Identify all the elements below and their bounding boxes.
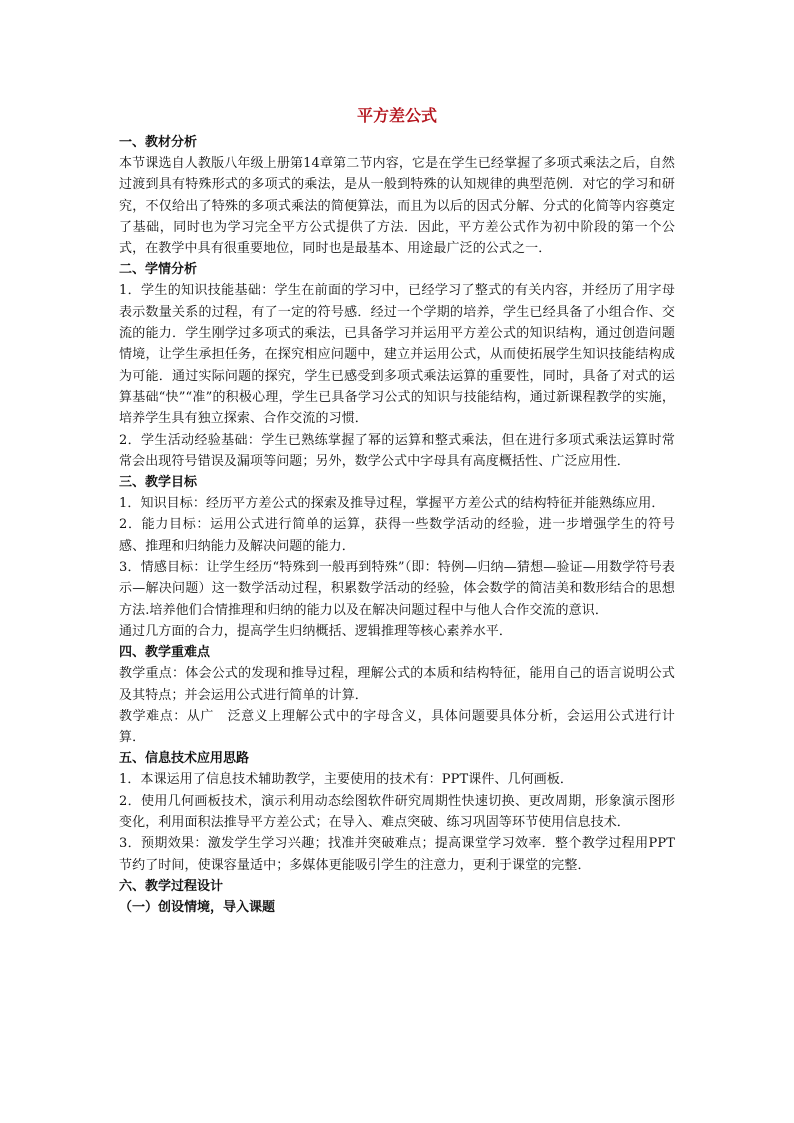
section-it-application [119,748,675,875]
paragraph: 通过几方面的合力，提高学生归纳概括、逻辑推理等核心素养水平． [119,623,513,639]
document-title: 平方差公式 [356,106,437,125]
paragraph: 教学难点：从广 泛意义上理解公式中的字母含义，具体问题要具体分析，会运用公式进行计算． [119,708,675,746]
section-textbook-analysis [119,132,675,259]
paragraph: 教学重点：体会公式的发现和推导过程，理解公式的本质和结构特征，能用自己的语言说明公式及其特点；并会运用公式进行简单的计算． [119,666,675,703]
section-heading: 四、教学重难点 [119,645,211,661]
paragraph: 2．学生活动经验基础：学生已熟练掌握了幂的运算和整式乘法，但在进行多项式乘法运算时常常会出现符号错误及漏项等问题；另外，数学公式中字母具有高度概括性、广泛应用性． [119,432,675,469]
section-heading: 六、教学过程设计 [119,878,224,894]
section-learner-analysis [119,259,675,472]
section-key-difficult-points [119,642,675,748]
paragraph: 3．预期效果：激发学生学习兴趣；找准并突破难点；提高课堂学习效率．整个教学过程用PPT节约了时间，使课容量适中；多媒体更能吸引学生的注意力，更利于课堂的完整． [119,836,675,873]
section-heading: 二、学情分析 [119,262,198,278]
section-teaching-process [119,876,675,918]
paragraph: 1．学生的知识技能基础：学生在前面的学习中，已经学习了整式的有关内容，并经历了用字母表示数量关系的过程，有了一定的符号感．经过一个学期的培养，学生已经具备了小组合作、交流的能力．学生刚学过多项式的乘法，已具备学习并运用平方差公式的知识结构，通过创造问题情境，让学生承担任务，在探究相应问题中，建立并运用公式，从而使拓展学生知识技能结构成为可能．通过实际问题的探究，学生已感受到多项式乘法运算的重要性，同时，具备了对式的运算基础“快”“准”的积极心理，学生已具备学习公式的知识与技能结构，通过新课程教学的实施，培养学生具有独立探索、合作交流的习惯． [119,283,675,427]
paragraph: 3．情感目标：让学生经历“特殊到一般再到特殊”（即：特例—归纳—猜想—验证—用数学符号表示—解决问题）这一数学活动过程，积累数学活动的经验，体会数学的简洁美和数形结合的思想方法.培养他们合情推理和归纳的能力以及在解决问题过程中与他人合作交流的意识． [119,560,675,618]
paragraph: 2．使用几何画板技术，演示利用动态绘图软件研究周期性快速切换、更改周期，形象演示图形变化，利用面积法推导平方差公式；在导入、难点突破、练习巩固等环节使用信息技术． [119,793,675,831]
sub-heading: （一）创设情境，导入课题 [119,899,276,915]
document-page [119,104,675,918]
paragraph: 2．能力目标：运用公式进行简单的运算，获得一些数学活动的经验，进一步增强学生的符号感、推理和归纳能力及解决问题的能力． [119,517,675,554]
section-heading: 五、信息技术应用思路 [119,751,250,767]
section-heading: 一、教材分析 [119,135,198,150]
section-heading: 三、教学目标 [119,475,198,491]
paragraph: 1．本课运用了信息技术辅助教学，主要使用的技术有：PPT课件、几何画板． [119,772,574,788]
paragraph: 本节课选自人教版八年级上册第14章第二节内容，它是在学生已经掌握了多项式乘法之后，自然过渡到具有特殊形式的多项式的乘法，是从一般到特殊的认知规律的典型范例．对它的学习和研究，不仅给出了特殊的多项式乘法的简便算法，而且为以后的因式分解、分式的化简等内容奠定了基础，同时也为学习完全平方公式提供了方法．因此，平方差公式作为初中阶段的第一个公式，在教学中具有很重要地位，同时也是最基本、用途最广泛的公式之一． [119,156,675,257]
section-teaching-objectives [119,472,675,642]
paragraph: 1．知识目标：经历平方差公式的探索及推导过程，掌握平方差公式的结构特征并能熟练应用． [119,496,665,512]
